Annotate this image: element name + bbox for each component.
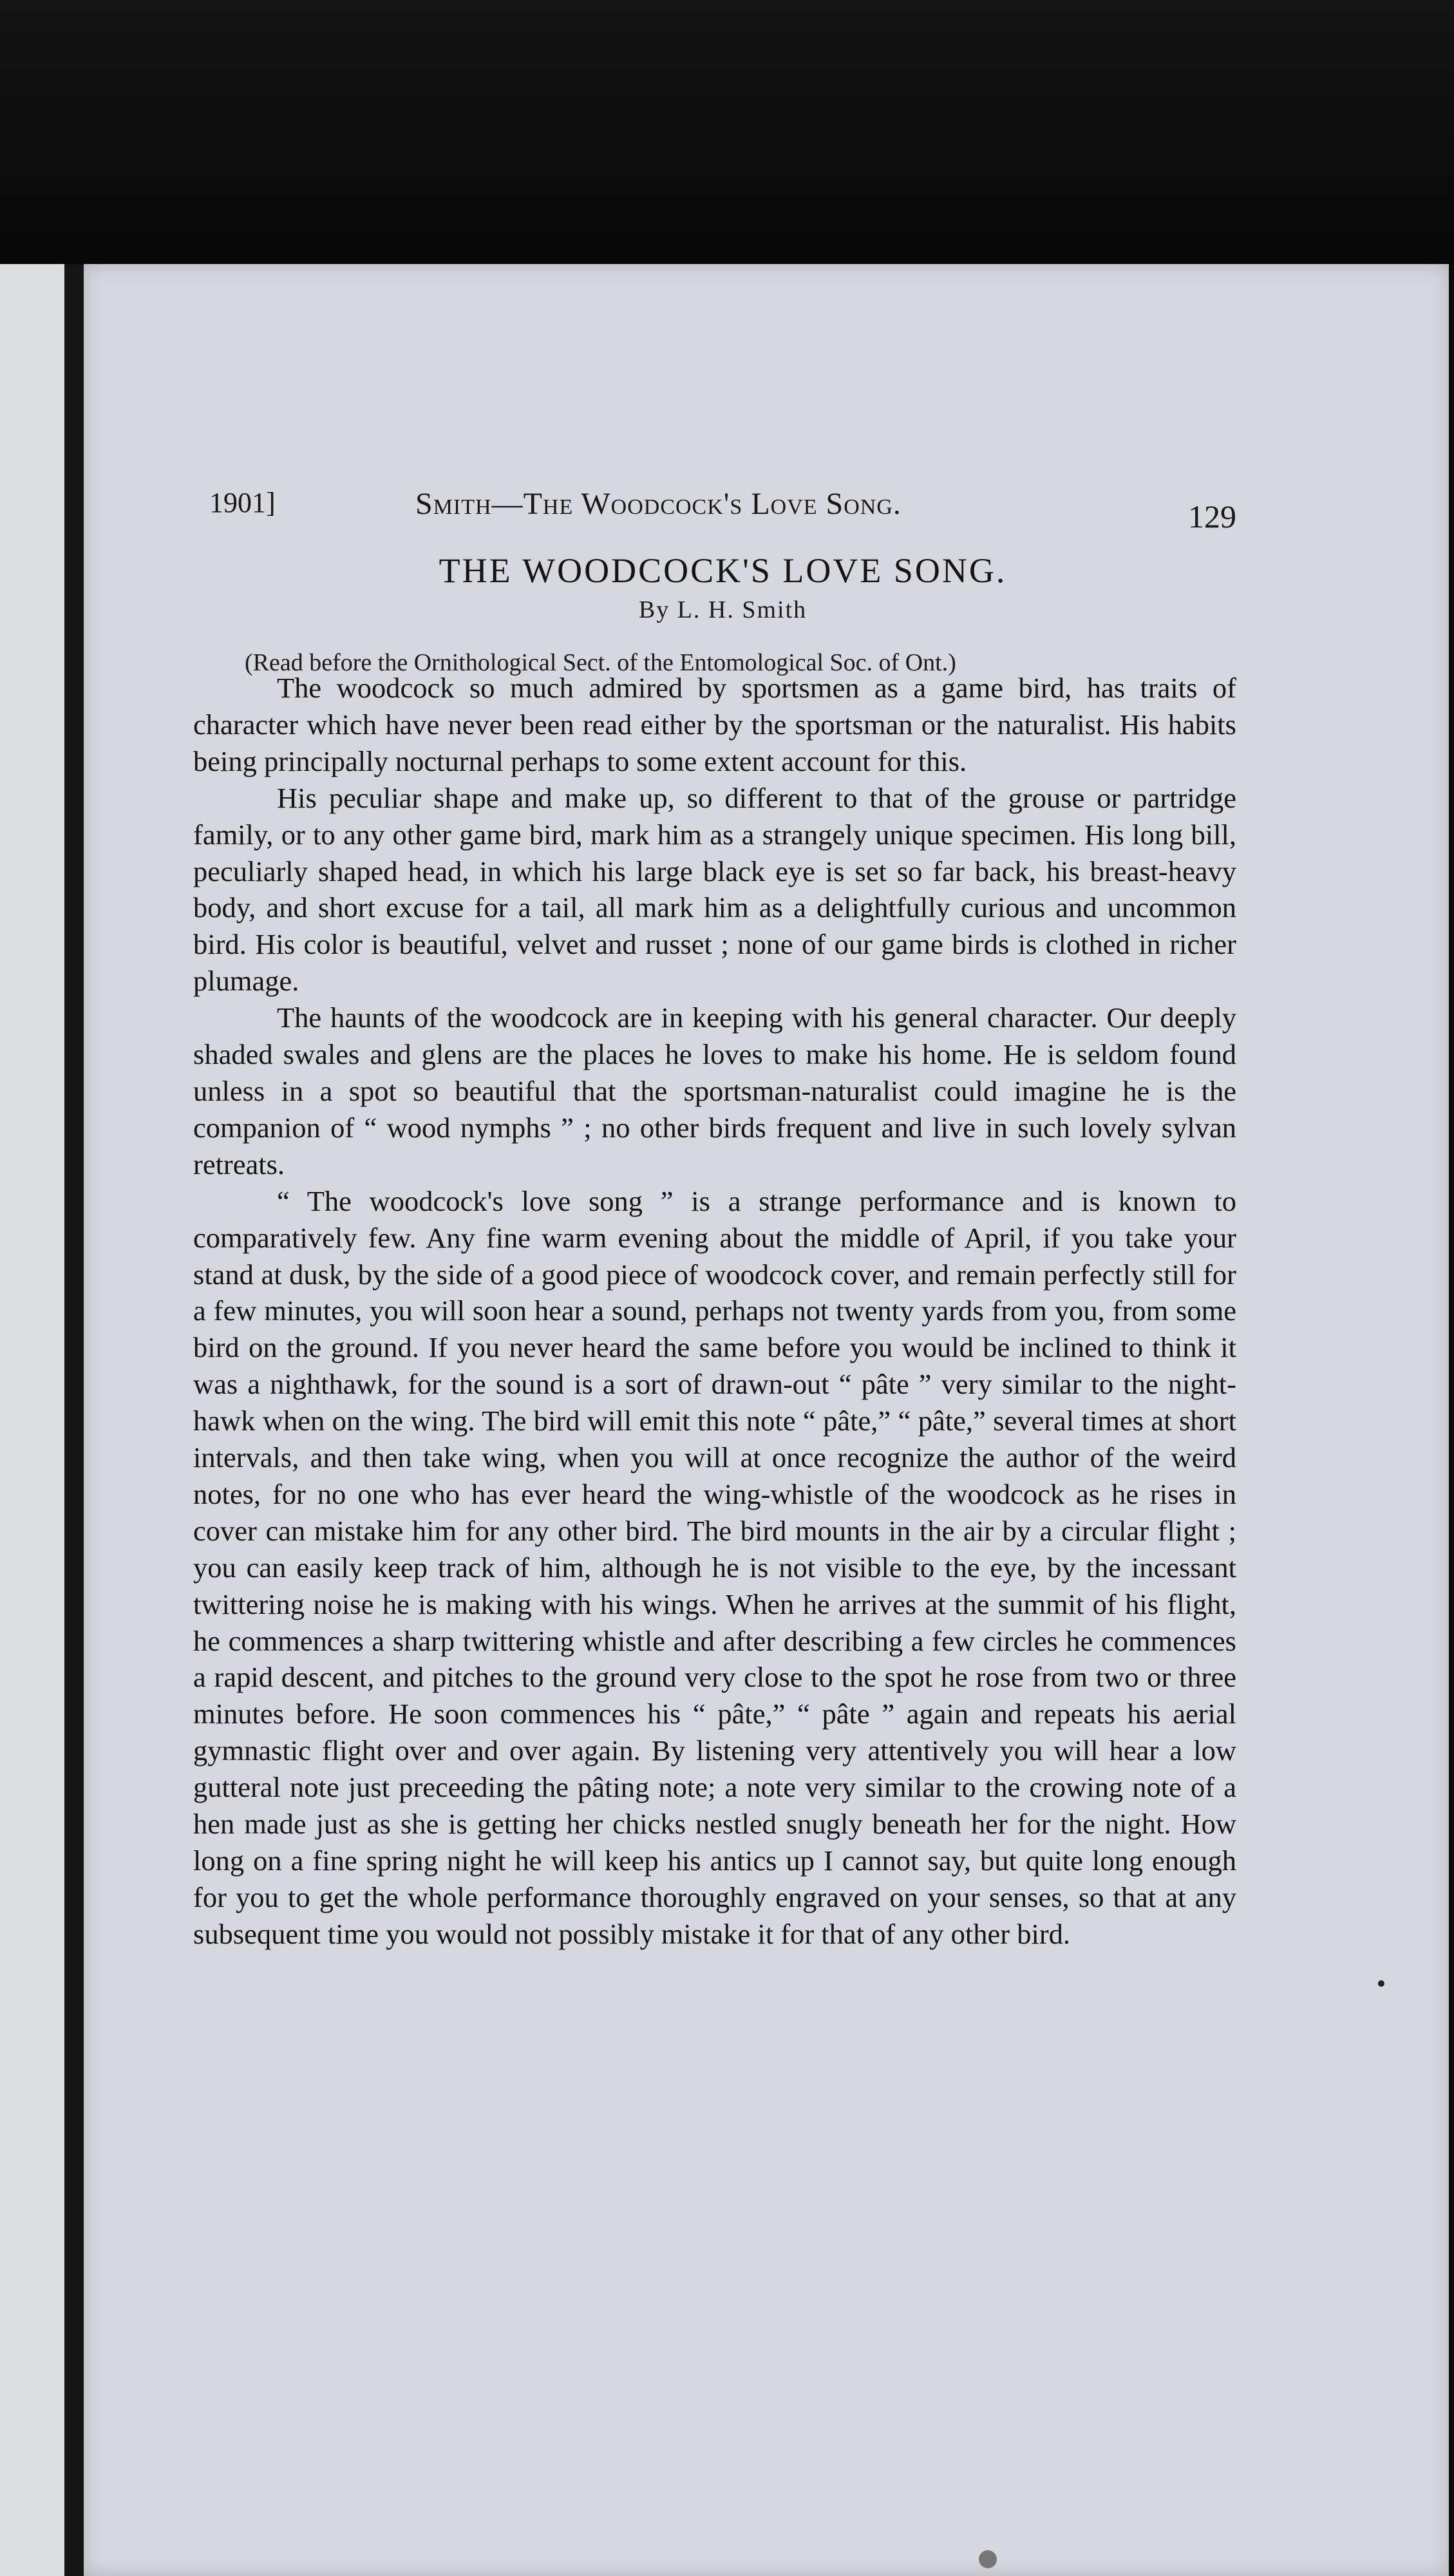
article-byline: By L. H. Smith — [638, 596, 807, 623]
bottom-mark — [979, 2550, 997, 2568]
running-head: Smith—The Woodcock's Love Song. — [415, 487, 902, 521]
paragraph: “ The woodcock's love song ” is a strange performance and is known to comparatively few. Any fine warm evening about the middle of April, if you take your stand at dusk, by the side of a good piece of woodcock cover, and remain perfectly still for a few minutes, you will soon hear a sound, perhaps not twenty yards from you, from some bird on the ground. If you never heard the same before you would be inclined to think it was a nighthawk, for the sound is a sort of drawn-out “ pâte ” very similar to the night-hawk when on the wing. The bird will emit this note “ pâte,” “ pâte,” several times at short intervals, and then take wing, when you will at once recognize the author of the weird notes, for no one who has ever heard the wing-whistle of the woodcock as he rises in cover can mistake him for any other bird. The bird mounts in the air by a circular flight ; you can easily keep track of him, although he is not visible to the eye, by the incessant twittering noise he is making with his wings. When he arrives at the summit of his flight, he commences a sharp twittering whistle and after describing a few circles he commences a rapid descent, and pitches to the ground very close to the spot he rose from two or three minutes before. He soon commences his “ pâte,” “ pâte ” again and repeats his aerial gymnastic flight over and over again. By listening very attentively you will hear a low gutteral note just preceeding the pâting note; a note very similar to the crowing note of a hen made just as she is getting her chicks nestled snugly beneath her for the night. How long on a fine spring night he will keep his antics up I cannot say, but quite long enough for you to get the whole performance thoroughly engraved on your senses, so that at any subsequent time you would not possibly mistake it for that of any other bird. — [193, 1184, 1236, 1950]
read-note: (Read before the Ornithological Sect. of the Entomological Soc. of Ont.) — [245, 649, 956, 676]
paragraph: The woodcock so much admired by sportsmen as a game bird, has traits of character which have never been read either by the sportsman or the naturalist. His habits being principally nocturnal perhaps to some extent account for this. — [193, 672, 1236, 777]
page-header — [209, 486, 1236, 535]
page-number: 129 — [1188, 498, 1236, 535]
paragraph: His peculiar shape and make up, so different to that of the grouse or partridge family, or to any other game bird, mark him as a strangely unique specimen. His long bill, peculiarly shaped head, in which his large black eye is set so far back, his breast-heavy body, and short excuse for a tail, all mark him as a delightfully curious and uncommon bird. His color is beautiful, velvet and russet ; none of our game birds is clothed in richer plumage. — [193, 781, 1236, 998]
paragraph: The haunts of the woodcock are in keeping with his general character. Our deeply shaded swales and glens are the places he loves to make his home. He is seldom found unless in a spot so beautiful that the sportsman-naturalist could imagine he is the companion of “ wood nymphs ” ; no other birds frequent and live in such lovely sylvan retreats. — [193, 1001, 1236, 1180]
scanner-background — [0, 0, 1454, 270]
article-body — [193, 670, 1236, 1953]
book-gutter — [64, 264, 84, 2576]
margin-mark — [1378, 1980, 1384, 1987]
header-year: 1901] — [209, 487, 276, 518]
article-title: THE WOODCOCK'S LOVE SONG. — [439, 551, 1007, 590]
facing-page-edge — [0, 264, 64, 2576]
